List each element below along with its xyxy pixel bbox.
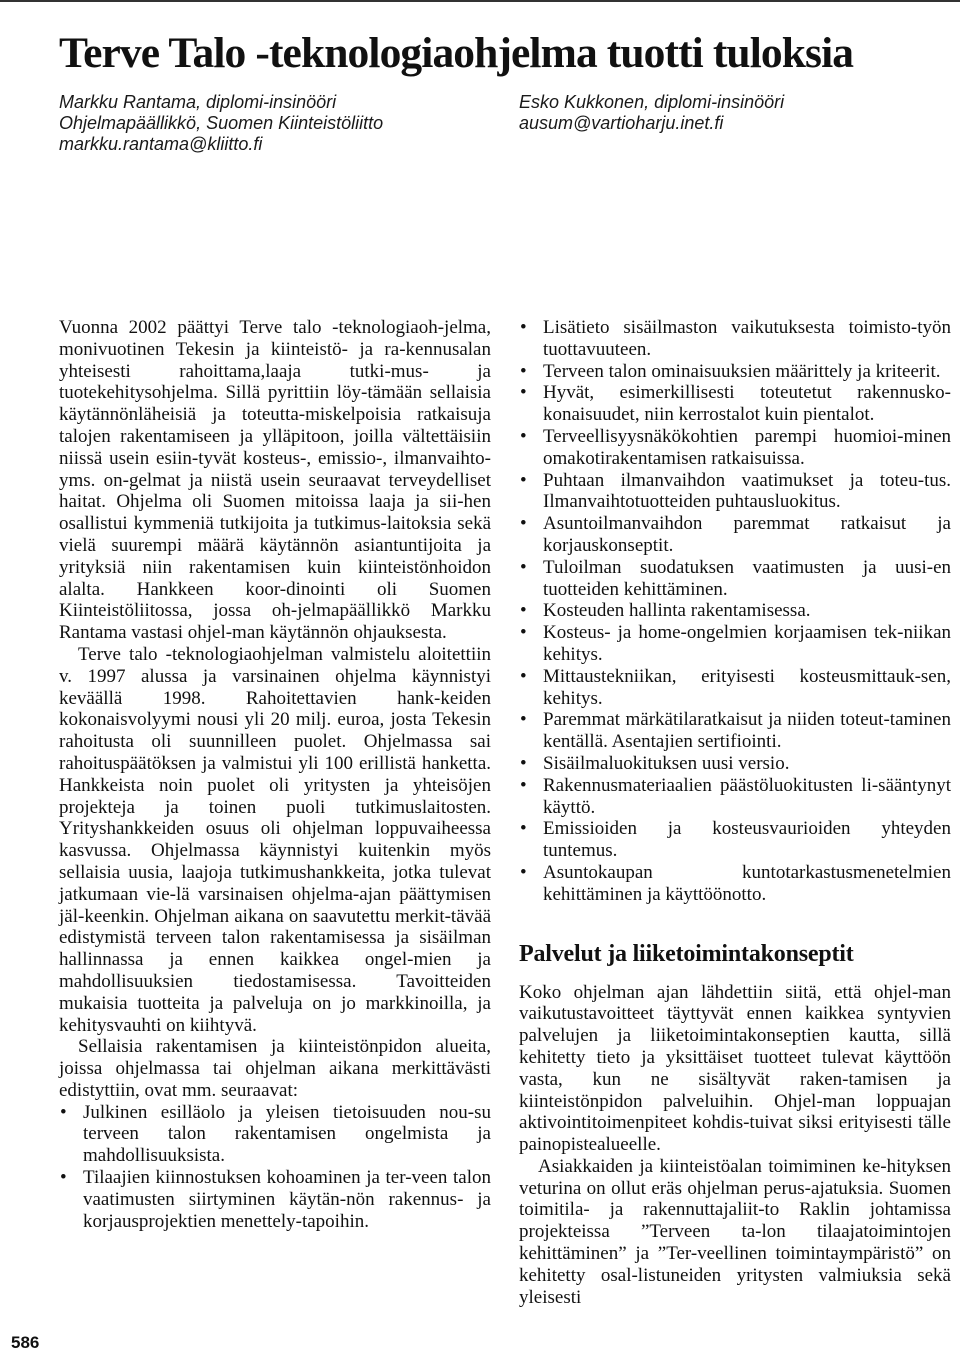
list-item <box>519 557 951 601</box>
list-item <box>519 709 951 753</box>
list-item <box>519 862 951 906</box>
list-item-text: Asuntokaupan kuntotarkastusmenetelmien kehittäminen ja käyttöönotto. <box>543 861 951 905</box>
list-item-text: Kosteuden hallinta rakentamisessa. <box>543 600 811 622</box>
author-block-right <box>519 92 784 134</box>
bullet-icon: • <box>520 556 527 578</box>
list-item-text: Julkinen esilläolo ja yleisen tietoisuuden nou-su terveen talon rakentamisen ongelmista ja mahdollisuuksista. <box>83 1101 491 1167</box>
bullet-icon: • <box>520 360 527 382</box>
list-item <box>519 426 951 470</box>
achievements-list-left <box>59 1102 491 1233</box>
section-heading: Palvelut ja liiketoimintakonseptit <box>519 940 854 967</box>
list-item <box>519 470 951 514</box>
achievements-intro-paragraph: Sellaisia rakentamisen ja kiinteistönpidon alueita, joissa ohjelmassa tai ohjelman aikana merkittävästi edistyttiin, ovat mm. seuraavat: <box>59 1036 491 1101</box>
list-item-text: Sisäilmaluokituksen uusi versio. <box>543 752 790 774</box>
list-item-text: Terveellisyysnäkökohtien parempi huomioi-minen omakotirakentamisen ratkaisuissa. <box>543 425 951 469</box>
list-item-text: Hyvät, esimerkillisesti toteutetut rakennusko-konaisuudet, niin kerrostalot kuin pientalot. <box>543 382 951 426</box>
bullet-icon: • <box>520 317 527 338</box>
bullet-icon: • <box>60 1101 67 1123</box>
bullet-icon: • <box>520 382 527 404</box>
services-paragraph: Koko ohjelman ajan lähdettiin siitä, että ohjel-man vaikutustavoitteet täyttyvät ennen kaikkea syntyvien palvelujen ja liiketoimintakonseptien kautta, sillä kehitetty tieto ja yksittäiset tuotteet tulevat käyttöön vasta, kun ne sisältyvät raken-tamisen ja kiinteistönpidon palveluihin. Ohjel-man loppuajan aktivointitoimenpiteet kohdis-tuivat siksi erityisesti tälle painopistealueelle. <box>519 981 951 1156</box>
list-item-text: Terveen talon ominaisuuksien määrittely ja kriteerit. <box>543 360 941 382</box>
bullet-icon: • <box>520 861 527 883</box>
right-column <box>519 317 951 1308</box>
bullet-icon: • <box>520 774 527 796</box>
achievements-list-right <box>519 317 951 906</box>
list-item-text: Lisätieto sisäilmaston vaikutuksesta toimisto-työn tuottavuuteen. <box>543 317 951 360</box>
list-item <box>519 361 951 383</box>
bullet-icon: • <box>520 600 527 622</box>
intro-paragraph: Vuonna 2002 päättyi Terve talo -teknologiaoh-jelma, monivuotinen Tekesin ja kiinteistö- ja ra-kennusalan yhteisesti rahoittama,laaja tutki-mus- ja tuotekehitysohjelma. Sillä pyrittiin löy-tämään sellaisia käytännönläheisiä ja toteutta-miskelpoisia ratkaisuja talojen rakentamiseen ja ylläpitoon, joilla vältettäisiin niissä usein esiin-tyvät kosteus-, emissio-, ilmanvaihto- yms. on-gelmat ja niistä usein seuraavat terveydelliset haitat. Ohjelma oli Suomen mitoissa laaja ja sii-hen osallistui kymmeniä tutkijoita ja tutkimus-laitoksia sekä vielä suurempi määrä käytännön asiantuntijoita ja yrityksiä niin rakentamisen kuin kiinteistönhoidon alalta. Hankkeen koor-dinointi oli Suomen Kiinteistöliitossa, jossa oh-jelmapäällikkö Markku Rantama vastasi ohjel-man käytännön ohjauksesta. <box>59 317 491 644</box>
history-paragraph: Terve talo -teknologiaohjelman valmistelu aloitettiin v. 1997 alussa ja varsinainen ohjelma käynnistyi keväällä 1998. Rahoitettavien hank-keiden kokonaisvolyymi nousi yli 20 milj. euroa, josta Tekesin rahoitusta oli suunnilleen puolet. Ohjelmassa sai rahoituspäätöksen ja valmistui yli 100 erillistä hanketta. Hankkeista noin puolet oli yritysten ja yhteisöjen projekteja ja toinen puoli tutkimuslaitosten. Yrityshankkeiden osuus oli ohjelman loppuvaiheessa kasvussa. Ohjelmassa käynnistyi kuitenkin myös sellaisia uusia, laajoja tutkimushankkeita, jotka tulevat jatkumaan vie-lä varsinaisen ohjelma-ajan päättymisen jäl-keenkin. Ohjelman aikana on saavutettu merkit-tävää edistymistä terveen talon rakentamisessa ja sisäilman hallinnassa ja ennen kaikkea ongel-mien ja mahdollisuuksien tiedostamisessa. Tavoitteiden mukaisia tuotteita ja palveluja on jo markkinoilla, ja kehitysvauhti on kiihtyvä. <box>59 643 491 1036</box>
bullet-icon: • <box>520 425 527 447</box>
list-item-text: Rakennusmateriaalien päästöluokitusten li-sääntynyt käyttö. <box>543 774 951 818</box>
author-block-left <box>59 92 383 155</box>
bullet-icon: • <box>520 818 527 840</box>
author-email-kukkonen[interactable]: ausum@vartioharju.inet.fi <box>519 113 724 133</box>
list-item <box>519 775 951 819</box>
list-item <box>519 382 951 426</box>
list-item <box>519 513 951 557</box>
bullet-icon: • <box>520 665 527 687</box>
list-item-text: Asuntoilmanvaihdon paremmat ratkaisut ja korjauskonseptit. <box>543 513 951 556</box>
list-item-text: Tilaajien kiinnostuksen kohoaminen ja ter-veen talon vaatimusten siirtyminen käytän-nön rakennus- ja korjausprojektien menettely-tapoihin. <box>83 1167 491 1232</box>
list-item-text: Kosteus- ja home-ongelmien korjaamisen tek-niikan kehitys. <box>543 622 951 665</box>
list-item <box>519 600 951 622</box>
top-rule <box>0 0 960 2</box>
clients-paragraph: Asiakkaiden ja kiinteistöalan toimiminen ke-hityksen veturina on ollut eräs ohjelman perus-ajatuksia. Suomen toimitila- ja rakennuttajaliit-to Raklin johtamissa projekteissa ”Terveen ta-lon tilaajatoimintojen kehittäminen” ja ”Ter-veellinen toimintaympäristö” on kehitetty osal-listuneiden yritysten valmiuksia sekä yleisesti <box>519 1155 951 1308</box>
list-item <box>519 666 951 710</box>
list-item-text: Emissioiden ja kosteusvaurioiden yhteyden tuntemus. <box>543 818 951 862</box>
list-item-text: Tuloilman suodatuksen vaatimusten ja uusi-en tuotteiden kehittäminen. <box>543 556 951 600</box>
bullet-icon: • <box>520 752 527 774</box>
bullet-icon: • <box>520 469 527 491</box>
list-item-text: Mittaustekniikan, erityisesti kosteusmittauk-sen, kehitys. <box>543 665 951 709</box>
page-number: 586 <box>11 1333 40 1352</box>
bullet-icon: • <box>60 1167 67 1189</box>
author-affiliation-rantama: Ohjelmapäällikkö, Suomen Kiinteistöliitto <box>59 113 384 133</box>
author-name-kukkonen: Esko Kukkonen, diplomi-insinööri <box>519 92 785 112</box>
list-item <box>59 1102 491 1167</box>
author-email-rantama[interactable]: markku.rantama@kliitto.fi <box>59 134 263 154</box>
list-item <box>519 753 951 775</box>
list-item <box>519 818 951 862</box>
article-title: Terve Talo -teknologiaohjelma tuotti tuloksia <box>59 29 854 77</box>
left-column <box>59 317 491 1232</box>
list-item <box>519 622 951 666</box>
list-item-text: Paremmat märkätilaratkaisut ja niiden toteut-taminen kentällä. Asentajien sertifiointi. <box>543 709 951 753</box>
author-name-rantama: Markku Rantama, diplomi-insinööri <box>59 92 337 112</box>
bullet-icon: • <box>520 513 527 535</box>
list-item-text: Puhtaan ilmanvaihdon vaatimukset ja toteu-tus. Ilmanvaihtotuotteiden puhtausluokitus. <box>543 469 951 513</box>
bullet-icon: • <box>520 622 527 644</box>
bullet-icon: • <box>520 709 527 731</box>
list-item <box>519 317 951 361</box>
list-item <box>59 1167 491 1232</box>
